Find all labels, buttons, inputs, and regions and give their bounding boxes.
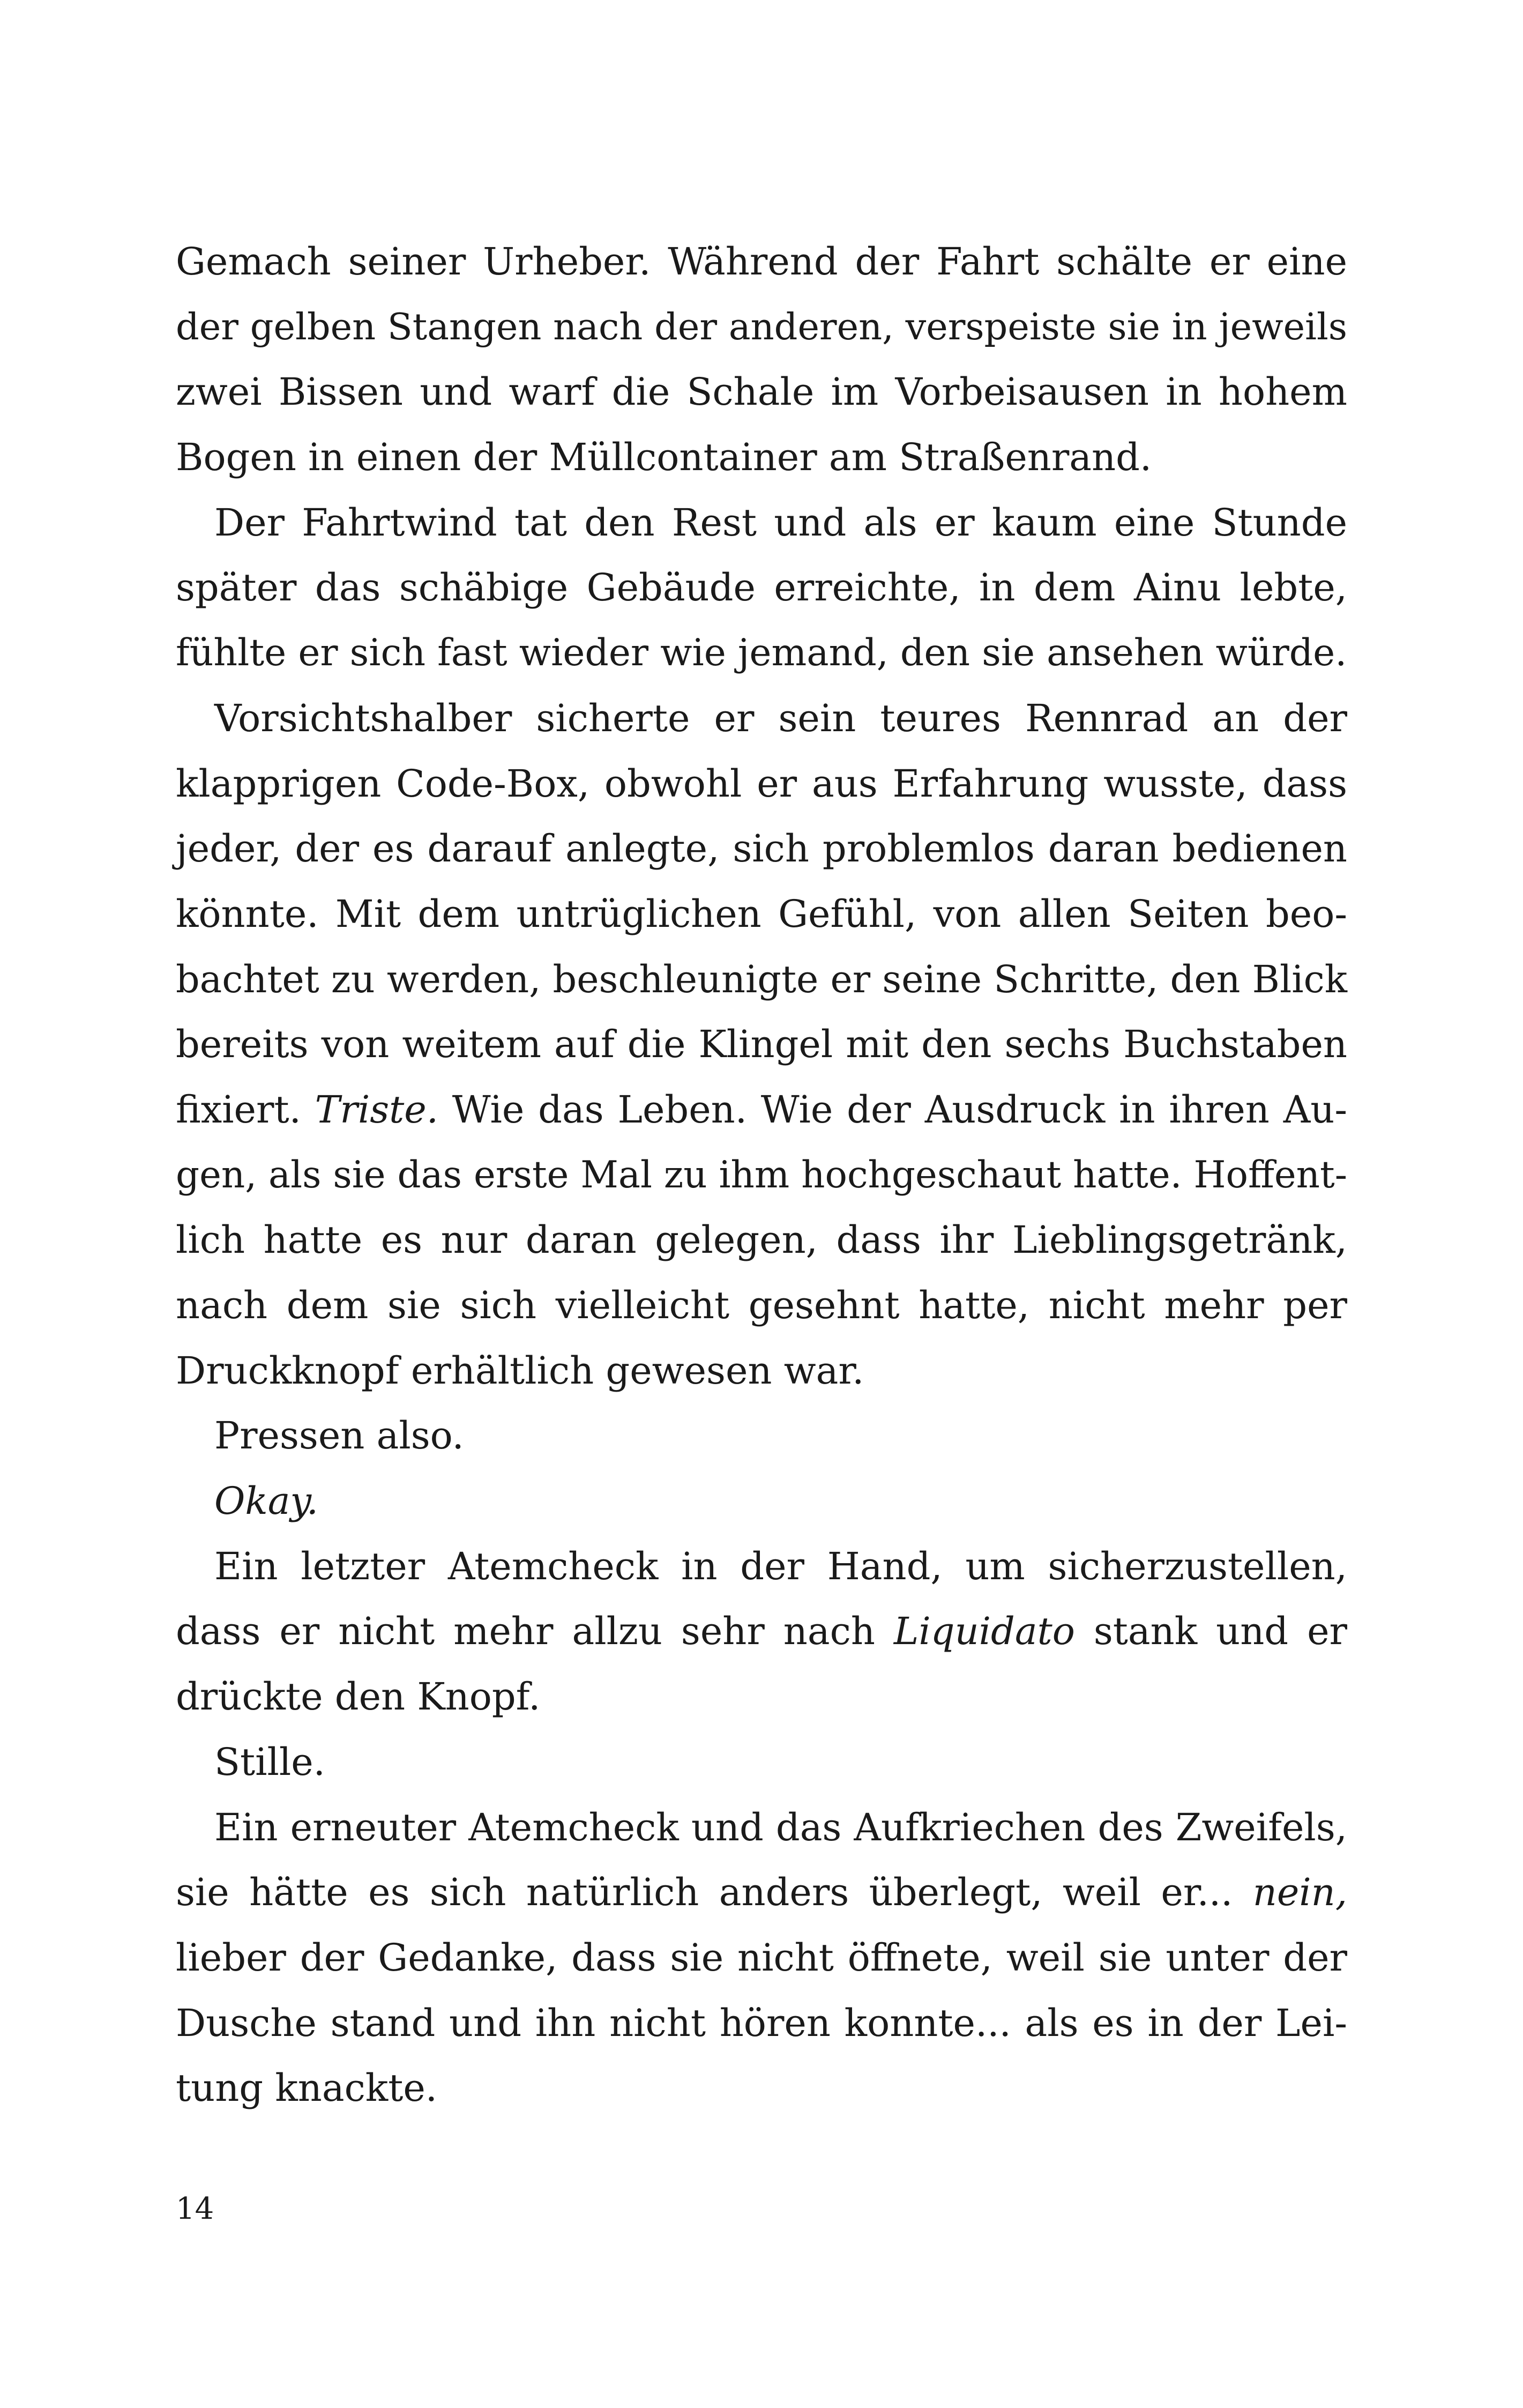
text-line	[176, 947, 1347, 1013]
text-segment: Ein letzter Atemcheck in der Hand, um sicherzustellen,	[214, 1544, 1347, 1588]
text-segment: klapprigen Code-Box, obwohl er aus Erfahrung wusste, dass	[176, 761, 1347, 806]
text-segment: Gemach seiner Urheber. Während der Fahrt schälte er eine	[176, 240, 1347, 284]
text-line	[176, 621, 1347, 686]
text-segment: Pressen also.	[214, 1414, 464, 1458]
text-line	[176, 295, 1347, 360]
text-segment: jeder, der es darauf anlegte, sich problemlos daran bedienen	[176, 827, 1347, 871]
text-line	[176, 1469, 1347, 1534]
text-segment: bachtet zu werden, beschleunigte er seine Schritte, den Blick	[176, 957, 1347, 1001]
text-line	[176, 1664, 1347, 1730]
text-line	[176, 229, 1347, 295]
text-segment: Vorsichtshalber sicherte er sein teures Rennrad an der	[214, 696, 1347, 740]
text-segment: gen, als sie das erste Mal zu ihm hochgeschaut hatte. Hoffent-	[176, 1153, 1347, 1196]
text-segment: stank und er	[1074, 1609, 1347, 1654]
text-segment: Druckknopf erhältlich gewesen war.	[176, 1348, 864, 1393]
text-line	[176, 1860, 1347, 1926]
body-text	[176, 229, 1347, 2121]
text-segment: bereits von weitem auf die Klingel mit den sechs Buchstaben	[176, 1022, 1347, 1067]
text-line	[176, 360, 1347, 425]
text-segment: tung knackte.	[176, 2066, 438, 2110]
text-segment: könnte. Mit dem untrüglichen Gefühl, von allen Seiten beo-	[176, 891, 1347, 936]
text-line	[176, 816, 1347, 882]
italic-text: Okay.	[214, 1479, 319, 1523]
text-line	[176, 1208, 1347, 1273]
text-line	[176, 1273, 1347, 1339]
text-line	[176, 1599, 1347, 1664]
page-number: 14	[176, 2191, 214, 2226]
text-segment: lieber der Gedanke, dass sie nicht öffnete, weil sie unter der	[176, 1935, 1347, 1980]
text-segment: sie hätte es sich natürlich anders überlegt, weil er...	[176, 1870, 1253, 1915]
italic-text: nein,	[1252, 1870, 1347, 1915]
text-line	[176, 686, 1347, 752]
text-segment: Wie das Leben. Wie der Ausdruck in ihren Au-	[438, 1087, 1347, 1132]
text-line	[176, 490, 1347, 556]
text-segment: nach dem sie sich vielleicht gesehnt hatte, nicht mehr per	[176, 1283, 1347, 1327]
text-line	[176, 1730, 1347, 1795]
text-line	[176, 2056, 1347, 2121]
text-line	[176, 1403, 1347, 1469]
italic-text: Triste.	[315, 1087, 438, 1132]
text-segment: Ein erneuter Atemcheck und das Aufkriechen des Zweifels,	[214, 1805, 1347, 1849]
text-segment: dass er nicht mehr allzu sehr nach	[176, 1609, 894, 1654]
text-segment: später das schäbige Gebäude erreichte, in dem Ainu lebte,	[176, 566, 1347, 610]
text-line	[176, 425, 1347, 490]
text-segment: Dusche stand und ihn nicht hören konnte... als es in der Lei-	[176, 2001, 1347, 2045]
text-segment: lich hatte es nur daran gelegen, dass ihr Lieblingsgetränk,	[176, 1218, 1347, 1262]
text-line	[176, 1339, 1347, 1404]
text-segment: zwei Bissen und warf die Schale im Vorbeisausen in hohem	[176, 370, 1347, 414]
text-line	[176, 1077, 1347, 1143]
text-line	[176, 555, 1347, 621]
text-line	[176, 1991, 1347, 2056]
text-line	[176, 1143, 1347, 1208]
text-line	[176, 1012, 1347, 1077]
text-segment: Bogen in einen der Müllcontainer am Straßenrand.	[176, 435, 1152, 480]
text-line	[176, 882, 1347, 947]
text-line	[176, 1795, 1347, 1861]
text-segment: Der Fahrtwind tat den Rest und als er kaum eine Stunde	[214, 500, 1347, 545]
text-segment: der gelben Stangen nach der anderen, verspeiste sie in jeweils	[176, 306, 1347, 348]
text-line	[176, 752, 1347, 817]
text-line	[176, 1534, 1347, 1600]
text-segment: Stille.	[214, 1740, 325, 1784]
text-segment: fixiert.	[176, 1087, 315, 1132]
italic-text: Liquidato	[893, 1609, 1075, 1654]
text-line	[176, 1926, 1347, 1991]
text-segment: drückte den Knopf.	[176, 1675, 541, 1719]
text-segment: fühlte er sich fast wieder wie jemand, den sie ansehen würde.	[176, 631, 1347, 675]
